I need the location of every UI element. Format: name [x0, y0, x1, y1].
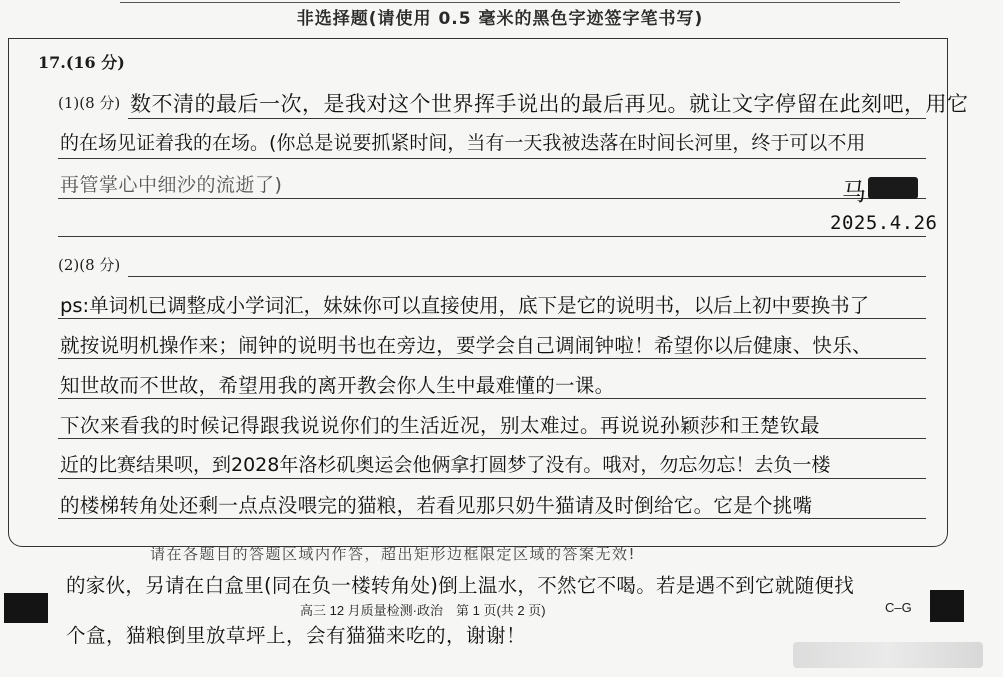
ruled-line: [128, 276, 926, 277]
handwritten-overflow-line: 个盒，猫粮倒里放草坪上，会有猫猫来吃的，谢谢！: [66, 624, 527, 647]
handwritten-line: 近的比赛结果呗，到2028年洛杉矶奥运会他俩拿打圆梦了没有。哦对，勿忘勿忘！去负一楼: [60, 454, 831, 476]
handwritten-line: 知世故而不世故，希望用我的离开教会你人生中最难懂的一课。: [60, 374, 615, 397]
ruled-line: [58, 158, 926, 159]
header-rule: [120, 2, 900, 3]
ruled-line: [58, 518, 926, 519]
sheet-header-title: 非选择题(请使用 0.5 毫米的黑色字迹签字笔书写): [296, 9, 704, 29]
part2-label: (2)(8 分): [58, 256, 121, 274]
handwritten-line: ps:单词机已调整成小学词汇，妹妹你可以直接使用，底下是它的说明书，以后上初中要换书了: [60, 294, 870, 317]
handwritten-line: 数不清的最后一次，是我对这个世界挥手说出的最后再见。就让文字停留在此刻吧，用它: [130, 92, 969, 116]
ruled-line: [58, 478, 926, 479]
question-number: 17.(16 分): [38, 53, 125, 72]
ruled-line: [58, 198, 926, 199]
redaction-block-left: [4, 593, 48, 623]
handwritten-line: 的楼梯转角处还剩一点点没喂完的猫粮，若看见那只奶牛猫请及时倒给它。它是个挑嘴: [60, 494, 813, 517]
handwritten-line: 的在场见证着我的在场。(你总是说要抓紧时间，当有一天我被迭落在时间长河里，终于可以不用: [60, 132, 866, 154]
ruled-line: [58, 438, 926, 439]
part1-label: (1)(8 分): [58, 94, 121, 112]
handwritten-line: 再管掌心中细沙的流逝了): [60, 174, 283, 196]
handwritten-line: 就按说明机操作来；闹钟的说明书也在旁边，要学会自己调闹钟啦！希望你以后健康、快乐、: [60, 334, 872, 357]
ruled-line: [58, 236, 926, 237]
handwritten-line: 下次来看我的时候记得跟我说说你们的生活近况，别太难过。再说说孙颖莎和王楚钦最: [60, 414, 821, 437]
ruled-line: [58, 358, 926, 359]
signature: 马: [842, 178, 867, 206]
ruled-line: [128, 118, 926, 119]
ruled-line: [58, 398, 926, 399]
ruled-line: [58, 318, 926, 319]
page-info: 高三 12 月质量检测·政治 第 1 页(共 2 页): [300, 603, 546, 618]
signature-redaction: [868, 177, 918, 199]
date: 2025.4.26: [830, 212, 938, 234]
redaction-block-right: [930, 590, 964, 622]
blurred-watermark: [793, 642, 983, 668]
footer-warning-note: 请在各题目的答题区域内作答，超出矩形边框限定区域的答案无效!: [150, 545, 637, 563]
paper-code: C–G: [885, 600, 912, 615]
handwritten-overflow-line: 的家伙，另请在白盒里(同在负一楼转角处)倒上温水，不然它不喝。若是遇不到它就随便找: [66, 574, 855, 597]
